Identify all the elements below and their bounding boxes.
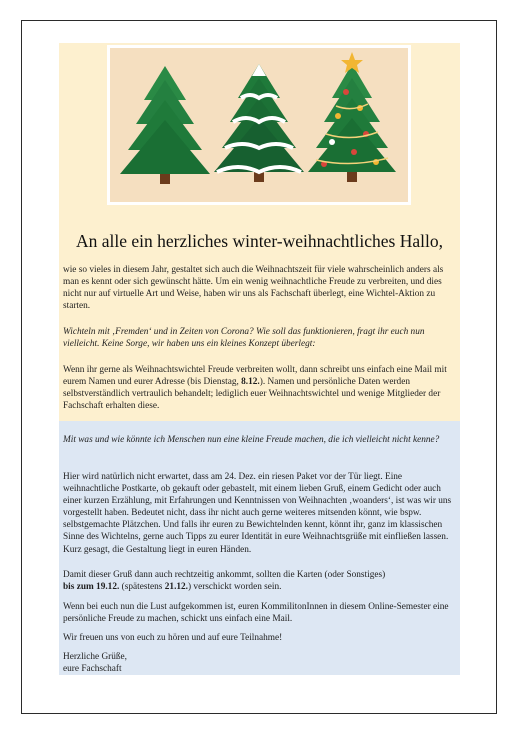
invite-paragraph: Wenn bei euch nun die Lust aufgekommen ist, euren KommilitonInnen in diesem Online-Semester eine persönliche Freude zu machen, schickt uns einfach eine Mail. [63,602,449,625]
decorated-tree-icon [308,52,396,182]
intro-paragraph: wie so vieles in diesem Jahr, gestaltet sich auch die Weihnachtszeit für viele wahrscheinlich anders als man es kennt oder sich gewünscht hätte. Um ein wenig weihnachtliche Freude zu verbreiten, und dies nicht nur auf virtuelle Art und Weise, haben wir uns als Fachschaft überlegt, eine Wichtel-Aktion zu starten. [63,265,444,312]
signature-greeting: Herzliche Grüße, [63,652,128,662]
deadline-paragraph: Damit dieser Gruß dann auch rechtzeitig ankommt, sollten die Karten (oder Sonstiges) bis zum 19.12. (spätestens 21.12.) verschickt worden sein. [63,570,386,593]
plain-tree-icon [120,66,210,184]
signature [63,651,457,675]
ideas-paragraph: Hier wird natürlich nicht erwartet, dass am 24. Dez. ein riesen Paket vor der Tür liegt. Eine weihnachtliche Postkarte, ob gekauft oder gebastelt, mit einem lieben Gruß, einem Gedicht oder auch einer kurzen Erzählung, mit Erfahrungen und Kenntnissen von Weihnachten ‚woanders‘, ist was wir uns vorgestellt haben. Bedeutet nicht, dass ihr nicht auch gerne weiteres mitsenden könnt, wie bspw. selbstgemachte Plätzchen. Und falls ihr euren zu Bewichtelnden kennt, könnt ihr, ganz im klassischen Sinne des Wichtelns, gerne auch Tipps zu eurer Identität in eure Weihnachtsgrüße mit einfließen lassen. Kurz gesagt, die Gestaltung liegt in euren Händen. [63,472,452,555]
signup-paragraph: Wenn ihr gerne als Weihnachtswichtel Freude verbreiten wollt, dann schreibt uns einfach eine Mail mit eurem Namen und eurer Adresse (bis Dienstag, 8.12.). Namen und persönliche Daten werden selbstverständlich vertraulich behandelt; lediglich euer Weihnachtswichtel und wenige Mitglieder der Fachschaft erhalten diese. [63,365,447,412]
signature-name: eure Fachschaft [63,664,122,675]
christmas-trees-illustration [107,45,411,205]
question-paragraph-corona: Wichteln mit ‚Fremden‘ und in Zeiten von Corona? Wie soll das funktionieren, fragt ihr euch nun vielleicht. Keine Sorge, wir haben uns ein kleines Konzept überlegt: [63,327,425,350]
question-paragraph-gift: Mit was und wie könnte ich Menschen nun eine kleine Freude machen, die ich vielleicht nicht kenne? [63,435,440,445]
snowy-tree-icon [214,64,304,182]
greeting-heading: An alle ein herzliches winter-weihnachtliches Hallo, [75,231,443,251]
closing-paragraph: Wir freuen uns von euch zu hören und auf eure Teilnahme! [63,633,283,643]
